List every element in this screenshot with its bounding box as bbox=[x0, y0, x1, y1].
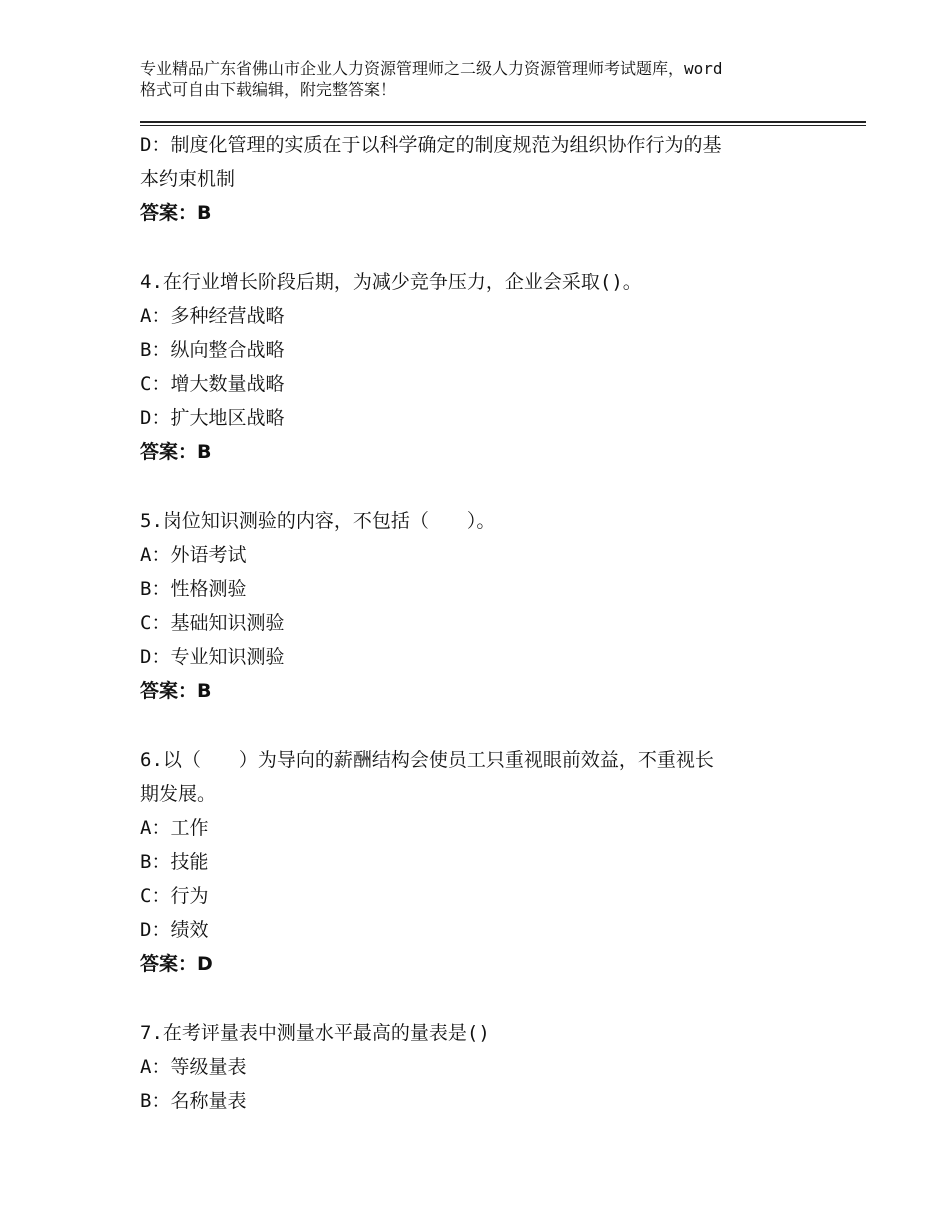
option-a: A：等级量表 bbox=[140, 1056, 247, 1078]
option-b: B：名称量表 bbox=[140, 1090, 247, 1112]
spacer bbox=[140, 469, 820, 504]
question-4 bbox=[140, 265, 820, 469]
option-d-continued: 本约束机制 bbox=[140, 168, 236, 190]
header-line-1: 专业精品广东省佛山市企业人力资源管理师之二级人力资源管理师考试题库，word bbox=[140, 59, 723, 78]
option-d: D：扩大地区战略 bbox=[140, 407, 285, 429]
question-text-continued: 期发展。 bbox=[140, 783, 217, 805]
question-text: 6.以（ ）为导向的薪酬结构会使员工只重视眼前效益，不重视长 bbox=[140, 749, 714, 771]
question-text: 4.在行业增长阶段后期，为减少竞争压力，企业会采取()。 bbox=[140, 271, 642, 293]
option-b: B：性格测验 bbox=[140, 578, 247, 600]
option-d: D：绩效 bbox=[140, 919, 209, 941]
answer: 答案：B bbox=[140, 441, 212, 463]
spacer bbox=[140, 708, 820, 743]
spacer bbox=[140, 230, 820, 265]
option-c: C：基础知识测验 bbox=[140, 612, 285, 634]
header-rule-thin bbox=[140, 125, 866, 126]
question-6 bbox=[140, 743, 820, 981]
option-d: D：制度化管理的实质在于以科学确定的制度规范为组织协作行为的基 bbox=[140, 134, 722, 156]
option-b: B：技能 bbox=[140, 851, 209, 873]
option-b: B：纵向整合战略 bbox=[140, 339, 285, 361]
option-d: D：专业知识测验 bbox=[140, 646, 285, 668]
option-c: C：行为 bbox=[140, 885, 209, 907]
question-text: 5.岗位知识测验的内容，不包括（ ）。 bbox=[140, 510, 496, 532]
header-rule-thick bbox=[140, 121, 866, 123]
answer: 答案：B bbox=[140, 202, 212, 224]
question-3 bbox=[140, 128, 820, 230]
question-text: 7.在考评量表中测量水平最高的量表是() bbox=[140, 1022, 490, 1044]
question-7 bbox=[140, 1016, 820, 1118]
option-a: A：多种经营战略 bbox=[140, 305, 285, 327]
page-header bbox=[140, 58, 840, 100]
answer: 答案：D bbox=[140, 953, 213, 975]
header-line-2: 格式可自由下载编辑，附完整答案！ bbox=[140, 80, 397, 99]
question-5 bbox=[140, 504, 820, 708]
answer: 答案：B bbox=[140, 680, 212, 702]
spacer bbox=[140, 981, 820, 1016]
option-c: C：增大数量战略 bbox=[140, 373, 285, 395]
option-a: A：外语考试 bbox=[140, 544, 247, 566]
question-list bbox=[140, 128, 820, 1118]
option-a: A：工作 bbox=[140, 817, 209, 839]
